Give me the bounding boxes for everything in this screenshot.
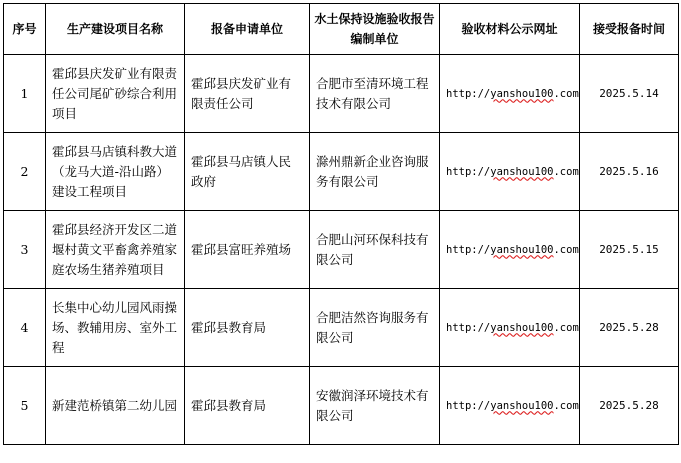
row-serial-number: 2 [4,133,46,211]
url-prefix: http:// [446,321,491,334]
row-project-name: 新建范桥镇第二幼儿园 [46,367,185,445]
header-serial-number: 序号 [4,4,46,55]
row-applicant-unit: 霍邱县教育局 [185,367,310,445]
row-report-preparer: 合肥山河环保科技有限公司 [310,211,440,289]
url-prefix: http:// [446,165,491,178]
row-project-name: 霍邱县马店镇科教大道（龙马大道-沿山路）建设工程项目 [46,133,185,211]
table-header-row [4,4,679,55]
url-suffix: .com [553,87,579,100]
row-project-name: 霍邱县经济开发区二道堰村黄文平畜禽养殖家庭农场生猪养殖项目 [46,211,185,289]
row-filing-date: 2025.5.14 [580,55,679,133]
row-serial-number: 1 [4,55,46,133]
row-serial-number: 4 [4,289,46,367]
header-project-name: 生产建设项目名称 [46,4,185,55]
table-row [4,211,679,289]
row-publicity-url[interactable] [440,289,580,367]
header-applicant-unit: 报备申请单位 [185,4,310,55]
url-prefix: http:// [446,243,491,256]
table-row [4,133,679,211]
header-publicity-url: 验收材料公示网址 [440,4,580,55]
row-report-preparer: 合肥市至清环境工程技术有限公司 [310,55,440,133]
row-filing-date: 2025.5.15 [580,211,679,289]
row-serial-number: 3 [4,211,46,289]
row-filing-date: 2025.5.16 [580,133,679,211]
url-prefix: http:// [446,87,491,100]
row-applicant-unit: 霍邱县马店镇人民政府 [185,133,310,211]
url-suffix: .com [553,399,579,412]
table-row [4,55,679,133]
acceptance-filing-table [3,3,679,445]
header-filing-date: 接受报备时间 [580,4,679,55]
row-report-preparer: 安徽润泽环境技术有限公司 [310,367,440,445]
row-publicity-url[interactable] [440,133,580,211]
row-filing-date: 2025.5.28 [580,289,679,367]
url-domain-word: yanshou100 [490,243,554,256]
row-report-preparer: 滁州鼎新企业咨询服务有限公司 [310,133,440,211]
url-suffix: .com [553,243,579,256]
row-applicant-unit: 霍邱县庆发矿业有限责任公司 [185,55,310,133]
row-applicant-unit: 霍邱县教育局 [185,289,310,367]
table-row [4,289,679,367]
row-publicity-url[interactable] [440,367,580,445]
url-domain-word: yanshou100 [490,87,554,100]
row-project-name: 霍邱县庆发矿业有限责任公司尾矿砂综合利用项目 [46,55,185,133]
url-domain-word: yanshou100 [490,399,554,412]
url-suffix: .com [553,321,579,334]
url-prefix: http:// [446,399,491,412]
url-suffix: .com [553,165,579,178]
url-domain-word: yanshou100 [490,321,554,334]
row-report-preparer: 合肥洁然咨询服务有限公司 [310,289,440,367]
row-publicity-url[interactable] [440,55,580,133]
row-serial-number: 5 [4,367,46,445]
row-filing-date: 2025.5.28 [580,367,679,445]
url-domain-word: yanshou100 [490,165,554,178]
row-project-name: 长集中心幼儿园风雨操场、教辅用房、室外工程 [46,289,185,367]
header-report-preparer: 水土保持设施验收报告编制单位 [310,4,440,55]
row-publicity-url[interactable] [440,211,580,289]
row-applicant-unit: 霍邱县富旺养殖场 [185,211,310,289]
table-row [4,367,679,445]
